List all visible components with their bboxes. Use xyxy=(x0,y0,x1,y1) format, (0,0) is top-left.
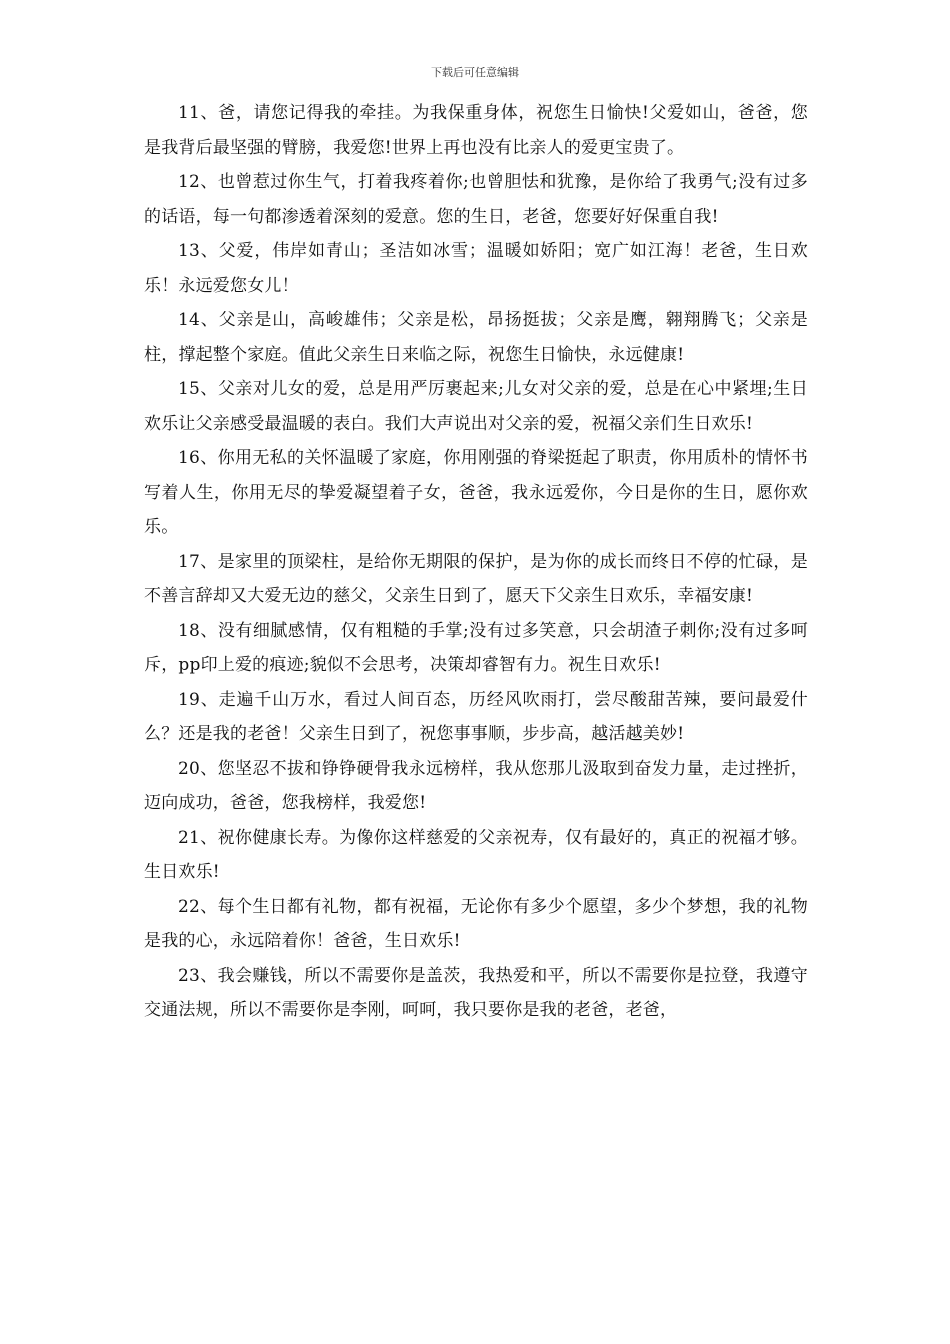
paragraph-15: 15、父亲对儿女的爱，总是用严厉裹起来;儿女对父亲的爱，总是在心中紧埋;生日欢乐让父亲感受最温暖的表白。我们大声说出对父亲的爱，祝福父亲们生日欢乐! xyxy=(144,379,808,434)
paragraph-22: 22、每个生日都有礼物，都有祝福，无论你有多少个愿望，多少个梦想，我的礼物是我的心，永远陪着你！爸爸，生日欢乐! xyxy=(144,896,808,951)
paragraph-23: 23、我会赚钱，所以不需要你是盖茨，我热爱和平，所以不需要你是拉登，我遵守交通法规，所以不需要你是李刚，呵呵，我只要你是我的老爸，老爸， xyxy=(144,965,808,1020)
paragraph-12: 12、也曾惹过你生气，打着我疼着你;也曾胆怯和犹豫，是你给了我勇气;没有过多的话语，每一句都渗透着深刻的爱意。您的生日，老爸，您要好好保重自我! xyxy=(144,172,808,227)
paragraph-11: 11、爸，请您记得我的牵挂。为我保重身体，祝您生日愉快!父爱如山，爸爸，您是我背后最坚强的臂膀，我爱您!世界上再也没有比亲人的爱更宝贵了。 xyxy=(144,103,808,158)
page-header: 下载后可任意编辑 xyxy=(431,66,519,79)
paragraph-20: 20、您坚忍不拔和铮铮硬骨我永远榜样，我从您那儿汲取到奋发力量，走过挫折，迈向成功，爸爸，您我榜样，我爱您! xyxy=(144,758,808,813)
paragraph-18: 18、没有细腻感情，仅有粗糙的手掌;没有过多笑意，只会胡渣子刺你;没有过多呵斥，pp印上爱的痕迹;貌似不会思考，决策却睿智有力。祝生日欢乐! xyxy=(144,620,808,675)
paragraph-19: 19、走遍千山万水，看过人间百态，历经风吹雨打，尝尽酸甜苦辣，要问最爱什么？还是我的老爸！父亲生日到了，祝您事事顺，步步高，越活越美妙! xyxy=(144,689,808,744)
paragraph-13: 13、父爱，伟岸如青山；圣洁如冰雪；温暖如娇阳；宽广如江海！老爸，生日欢乐！永远爱您女儿！ xyxy=(144,241,808,296)
paragraph-14: 14、父亲是山，高峻雄伟；父亲是松，昂扬挺拔；父亲是鹰，翱翔腾飞；父亲是柱，撑起整个家庭。值此父亲生日来临之际，祝您生日愉快，永远健康! xyxy=(144,310,808,365)
paragraph-21: 21、祝你健康长寿。为像你这样慈爱的父亲祝寿，仅有最好的，真正的祝福才够。生日欢乐! xyxy=(144,827,808,882)
document-body xyxy=(144,96,808,1028)
paragraph-17: 17、是家里的顶梁柱，是给你无期限的保护，是为你的成长而终日不停的忙碌，是不善言辞却又大爱无边的慈父，父亲生日到了，愿天下父亲生日欢乐，幸福安康! xyxy=(144,551,808,606)
paragraph-16: 16、你用无私的关怀温暖了家庭，你用刚强的脊梁挺起了职责，你用质朴的情怀书写着人生，你用无尽的挚爱凝望着子女，爸爸，我永远爱你，今日是你的生日，愿你欢乐。 xyxy=(144,448,808,537)
